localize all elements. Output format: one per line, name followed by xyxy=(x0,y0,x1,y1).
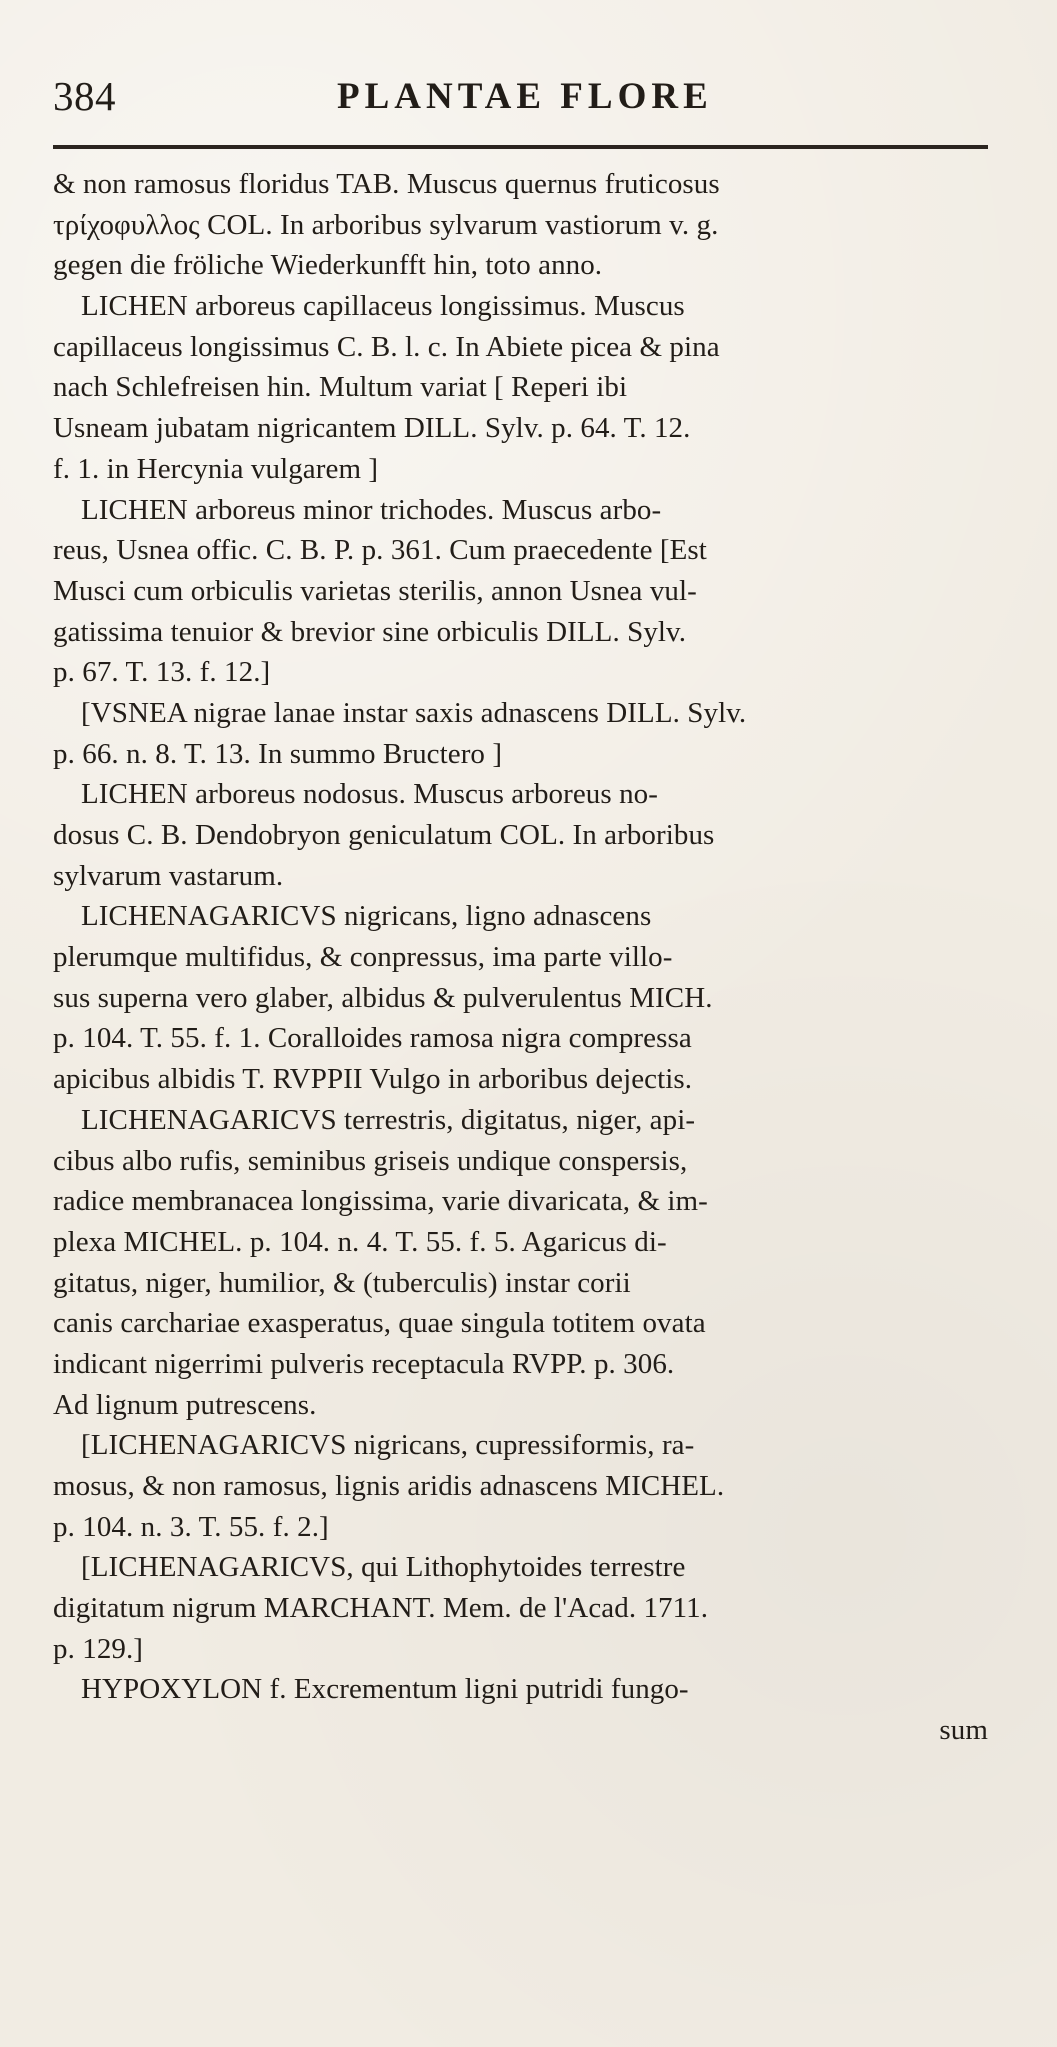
text-line: Ad lignum putrescens. xyxy=(53,1388,317,1421)
text-line: [VSNEA nigrae lanae instar saxis adnascens DILL. Sylv. xyxy=(81,696,747,729)
text-line: p. 104. n. 3. T. 55. f. 2.] xyxy=(53,1510,329,1543)
text-line: reus, Usnea offic. C. B. P. p. 361. Cum praecedente [Est xyxy=(53,534,707,567)
text-line: sylvarum vastarum. xyxy=(53,859,284,892)
text-line: plexa MICHEL. p. 104. n. 4. T. 55. f. 5. Agaricus di- xyxy=(53,1225,667,1258)
text-line: LICHENAGARICVS terrestris, digitatus, niger, api- xyxy=(81,1103,696,1136)
header-rule xyxy=(53,145,988,149)
text-line: [LICHENAGARICVS, qui Lithophytoides terrestre xyxy=(81,1551,686,1584)
text-line: p. 129.] xyxy=(53,1632,144,1665)
text-line: LICHEN arboreus minor trichodes. Muscus arbo- xyxy=(81,493,662,526)
text-line: gegen die fröliche Wiederkunfft hin, toto anno. xyxy=(53,249,603,282)
text-line: gatissima tenuior & brevior sine orbiculis DILL. Sylv. xyxy=(53,615,687,648)
text-line: p. 104. T. 55. f. 1. Coralloides ramosa nigra compressa xyxy=(53,1022,692,1055)
text-line: & non ramosus floridus TAB. Muscus quernus fruticosus xyxy=(53,168,720,200)
text-line: LICHEN arboreus nodosus. Muscus arboreus no- xyxy=(81,778,658,811)
text-line: capillaceus longissimus C. B. l. c. In Abiete picea & pina xyxy=(53,330,720,363)
text-line: plerumque multifidus, & conpressus, ima parte villo- xyxy=(53,941,673,974)
text-line: nach Schlefreisen hin. Multum variat [ Reperi ibi xyxy=(53,371,628,404)
text-line: LICHEN arboreus capillaceus longissimus. Muscus xyxy=(81,290,685,323)
text-line: sus superna vero glaber, albidus & pulverulentus MICH. xyxy=(53,981,713,1014)
text-line: [LICHENAGARICVS nigricans, cupressiformis, ra- xyxy=(81,1429,695,1462)
text-line: τρίχοφυλλος COL. In arboribus sylvarum vastiorum v. g. xyxy=(53,208,719,241)
text-line: sum xyxy=(939,1714,988,1747)
text-line: p. 67. T. 13. f. 12.] xyxy=(53,656,271,689)
text-line: canis carchariae exasperatus, quae singula totitem ovata xyxy=(53,1307,706,1340)
text-line: LICHENAGARICVS nigricans, ligno adnascens xyxy=(81,900,652,933)
text-line: f. 1. in Hercynia vulgarem ] xyxy=(53,452,379,485)
page-number: 384 xyxy=(53,73,116,119)
text-line: apicibus albidis T. RVPPII Vulgo in arboribus dejectis. xyxy=(53,1063,693,1096)
body-text xyxy=(53,164,988,1751)
text-line: HYPOXYLON f. Excrementum ligni putridi fungo- xyxy=(81,1673,689,1706)
text-line: radice membranacea longissima, varie divaricata, & im- xyxy=(53,1185,708,1218)
text-line: gitatus, niger, humilior, & (tuberculis) instar corii xyxy=(53,1266,631,1299)
text-line: Usneam jubatam nigricantem DILL. Sylv. p. 64. T. 12. xyxy=(53,412,691,445)
text-line: cibus albo rufis, seminibus griseis undique conspersis, xyxy=(53,1144,688,1177)
text-line: dosus C. B. Dendobryon geniculatum COL. In arboribus xyxy=(53,819,715,851)
text-line: digitatum nigrum MARCHANT. Mem. de l'Acad. 1711. xyxy=(53,1592,709,1625)
running-head: PLANTAE FLORE xyxy=(337,76,713,117)
text-line: Musci cum orbiculis varietas sterilis, annon Usnea vul- xyxy=(53,574,697,607)
text-line: indicant nigerrimi pulveris receptacula RVPP. p. 306. xyxy=(53,1347,675,1380)
page-header xyxy=(53,73,988,130)
text-line: p. 66. n. 8. T. 13. In summo Bructero ] xyxy=(53,737,503,770)
text-line: mosus, & non ramosus, lignis aridis adnascens MICHEL. xyxy=(53,1470,725,1502)
